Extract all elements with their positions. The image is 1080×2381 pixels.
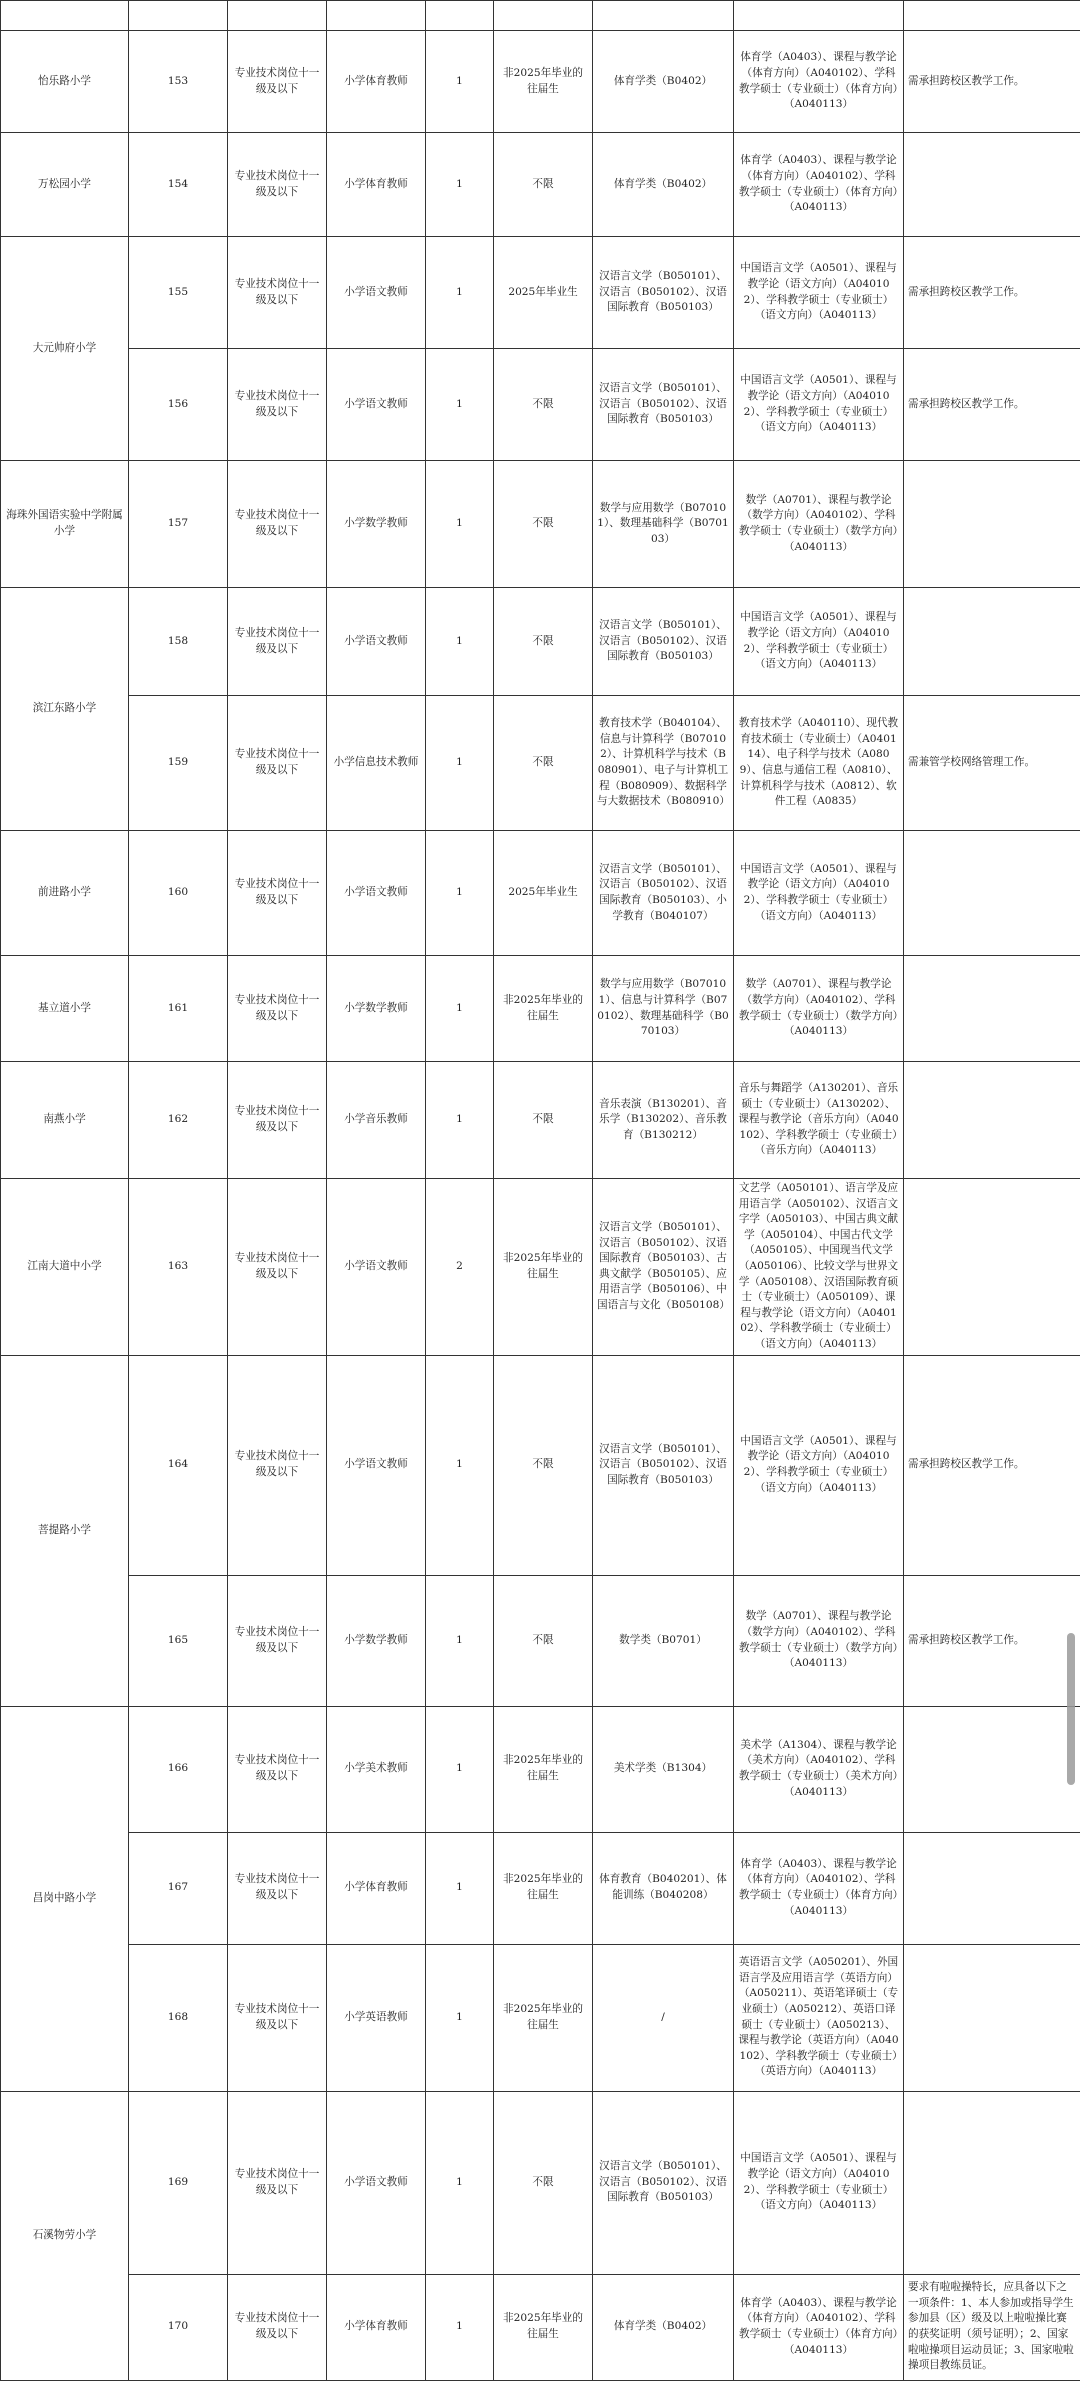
postgrad-cell: 体育学（A0403）、课程与教学论（体育方向）（A040102）、学科教学硕士（专业硕士）（体育方向）（A040113）	[734, 2274, 904, 2380]
post-level-cell: 专业技术岗位十一级及以下	[228, 1179, 327, 1356]
post-no-cell: 161	[129, 956, 228, 1062]
post-level-cell: 专业技术岗位十一级及以下	[228, 1355, 327, 1575]
undergrad-cell: 体育学类（B0402）	[593, 31, 734, 133]
remark-cell	[904, 1832, 1080, 1944]
undergrad-cell: /	[593, 1944, 734, 2091]
post-level-cell: 专业技术岗位十一级及以下	[228, 1575, 327, 1706]
table-row	[1, 1575, 1080, 1706]
post-no-cell: 159	[129, 696, 228, 831]
undergrad-cell: 音乐表演（B130201）、音乐学（B130202）、音乐教育（B130212）	[593, 1062, 734, 1179]
post-no-cell: 164	[129, 1355, 228, 1575]
post-level-cell: 专业技术岗位十一级及以下	[228, 1706, 327, 1832]
count-cell: 1	[426, 31, 494, 133]
count-cell: 1	[426, 1355, 494, 1575]
position-cell: 小学美术教师	[327, 1706, 426, 1832]
school-cell: 基立道小学	[1, 956, 129, 1062]
post-level-cell: 专业技术岗位十一级及以下	[228, 956, 327, 1062]
graduate-cell: 非2025年毕业的往届生	[494, 956, 593, 1062]
graduate-cell: 非2025年毕业的往届生	[494, 1706, 593, 1832]
remark-cell	[904, 461, 1080, 588]
graduate-cell: 不限	[494, 1062, 593, 1179]
position-cell: 小学体育教师	[327, 2274, 426, 2380]
table-row	[1, 2091, 1080, 2274]
post-level-cell: 专业技术岗位十一级及以下	[228, 588, 327, 696]
post-no-cell: 168	[129, 1944, 228, 2091]
postgrad-cell: 数学（A0701）、课程与教学论（数学方向）（A040102）、学科教学硕士（专业硕士）（数学方向）（A040113）	[734, 1575, 904, 1706]
remark-cell: 需承担跨校区教学工作。	[904, 31, 1080, 133]
count-cell: 1	[426, 1706, 494, 1832]
undergrad-cell: 数学类（B0701）	[593, 1575, 734, 1706]
post-no-cell: 170	[129, 2274, 228, 2380]
post-level-cell: 专业技术岗位十一级及以下	[228, 461, 327, 588]
position-cell: 小学体育教师	[327, 31, 426, 133]
table-row	[1, 696, 1080, 831]
graduate-cell: 不限	[494, 588, 593, 696]
count-cell: 2	[426, 1179, 494, 1356]
postgrad-cell: 体育学（A0403）、课程与教学论（体育方向）（A040102）、学科教学硕士（专业硕士）（体育方向）（A040113）	[734, 1832, 904, 1944]
post-no-cell: 155	[129, 237, 228, 349]
count-cell: 1	[426, 237, 494, 349]
undergrad-cell: 汉语言文学（B050101）、汉语言（B050102）、汉语国际教育（B050103）	[593, 2091, 734, 2274]
position-cell: 小学语文教师	[327, 349, 426, 461]
position-cell: 小学体育教师	[327, 133, 426, 237]
undergrad-cell: 数学与应用数学（B070101）、信息与计算科学（B070102）、数理基础科学（B070103）	[593, 956, 734, 1062]
school-cell: 海珠外国语实验中学附属小学	[1, 461, 129, 588]
position-cell: 小学语文教师	[327, 588, 426, 696]
count-cell: 1	[426, 2274, 494, 2380]
remark-cell: 需承担跨校区教学工作。	[904, 1355, 1080, 1575]
table-row	[1, 349, 1080, 461]
graduate-cell: 不限	[494, 2091, 593, 2274]
position-cell: 小学体育教师	[327, 1832, 426, 1944]
remark-cell: 需承担跨校区教学工作。	[904, 349, 1080, 461]
remark-cell	[904, 2091, 1080, 2274]
post-level-cell: 专业技术岗位十一级及以下	[228, 349, 327, 461]
post-level-cell: 专业技术岗位十一级及以下	[228, 1062, 327, 1179]
undergrad-cell: 美术学类（B1304）	[593, 1706, 734, 1832]
remark-cell	[904, 1706, 1080, 1832]
remark-cell	[904, 1944, 1080, 2091]
postgrad-cell: 数学（A0701）、课程与教学论（数学方向）（A040102）、学科教学硕士（专业硕士）（数学方向）（A040113）	[734, 956, 904, 1062]
undergrad-cell: 体育学类（B0402）	[593, 2274, 734, 2380]
count-cell: 1	[426, 1944, 494, 2091]
postgrad-cell: 中国语言文学（A0501）、课程与教学论（语文方向）（A040102）、学科教学硕士（专业硕士）（语文方向）（A040113）	[734, 831, 904, 956]
post-level-cell: 专业技术岗位十一级及以下	[228, 133, 327, 237]
remark-cell	[904, 956, 1080, 1062]
position-cell: 小学语文教师	[327, 831, 426, 956]
table-body	[1, 1, 1080, 2381]
position-cell: 小学数学教师	[327, 956, 426, 1062]
table-row	[1, 461, 1080, 588]
postgrad-cell: 体育学（A0403）、课程与教学论（体育方向）（A040102）、学科教学硕士（专业硕士）（体育方向）（A040113）	[734, 133, 904, 237]
post-no-cell: 156	[129, 349, 228, 461]
school-cell: 昌岗中路小学	[1, 1706, 129, 2091]
undergrad-cell: 汉语言文学（B050101）、汉语言（B050102）、汉语国际教育（B050103）	[593, 237, 734, 349]
count-cell: 1	[426, 133, 494, 237]
post-level-cell: 专业技术岗位十一级及以下	[228, 2274, 327, 2380]
undergrad-cell: 教育技术学（B040104）、信息与计算科学（B070102）、计算机科学与技术（B080901）、电子与计算机工程（B080909）、数据科学与大数据技术（B080910）	[593, 696, 734, 831]
count-cell: 1	[426, 588, 494, 696]
remark-cell	[904, 588, 1080, 696]
count-cell: 1	[426, 696, 494, 831]
school-cell: 江南大道中小学	[1, 1179, 129, 1356]
post-no-cell: 154	[129, 133, 228, 237]
position-cell: 小学信息技术教师	[327, 696, 426, 831]
table-row	[1, 956, 1080, 1062]
post-no-cell: 158	[129, 588, 228, 696]
position-cell: 小学数学教师	[327, 1575, 426, 1706]
graduate-cell: 不限	[494, 1575, 593, 1706]
school-cell: 大元帅府小学	[1, 237, 129, 461]
post-no-cell: 160	[129, 831, 228, 956]
undergrad-cell: 体育教育（B040201）、体能训练（B040208）	[593, 1832, 734, 1944]
school-cell: 怡乐路小学	[1, 31, 129, 133]
table-row	[1, 31, 1080, 133]
graduate-cell: 不限	[494, 133, 593, 237]
graduate-cell: 非2025年毕业的往届生	[494, 1832, 593, 1944]
school-cell: 前进路小学	[1, 831, 129, 956]
count-cell: 1	[426, 956, 494, 1062]
post-no-cell: 165	[129, 1575, 228, 1706]
graduate-cell: 2025年毕业生	[494, 237, 593, 349]
post-level-cell: 专业技术岗位十一级及以下	[228, 1944, 327, 2091]
top-partial-row	[1, 1, 1080, 31]
postgrad-cell: 中国语言文学（A0501）、课程与教学论（语文方向）（A040102）、学科教学硕士（专业硕士）（语文方向）（A040113）	[734, 2091, 904, 2274]
graduate-cell: 不限	[494, 1355, 593, 1575]
remark-cell: 需承担跨校区教学工作。	[904, 1575, 1080, 1706]
remark-cell	[904, 831, 1080, 956]
undergrad-cell: 汉语言文学（B050101）、汉语言（B050102）、汉语国际教育（B050103）、小学教育（B040107）	[593, 831, 734, 956]
postgrad-cell: 英语语言文学（A050201）、外国语言学及应用语言学（英语方向）（A050211）、英语笔译硕士（专业硕士）（A050212）、英语口译硕士（专业硕士）（A050213）、课程与教学论（英语方向）（A040102）、学科教学硕士（专业硕士）（英语方向）（A040113）	[734, 1944, 904, 2091]
table-row	[1, 1062, 1080, 1179]
remark-cell: 要求有啦啦操特长，应具备以下之一项条件：1、本人参加或指导学生参加县（区）级及以上啦啦操比赛的获奖证明（须号证明）；2、国家啦啦操项目运动员证；3、国家啦啦操项目教练员证。	[904, 2274, 1080, 2380]
graduate-cell: 非2025年毕业的往届生	[494, 31, 593, 133]
position-cell: 小学语文教师	[327, 1179, 426, 1356]
school-cell: 南燕小学	[1, 1062, 129, 1179]
count-cell: 1	[426, 1832, 494, 1944]
postgrad-cell: 中国语言文学（A0501）、课程与教学论（语文方向）（A040102）、学科教学硕士（专业硕士）（语文方向）（A040113）	[734, 1355, 904, 1575]
postgrad-cell: 中国语言文学（A0501）、课程与教学论（语文方向）（A040102）、学科教学硕士（专业硕士）（语文方向）（A040113）	[734, 237, 904, 349]
table-row	[1, 588, 1080, 696]
school-cell: 菩提路小学	[1, 1355, 129, 1706]
post-level-cell: 专业技术岗位十一级及以下	[228, 2091, 327, 2274]
undergrad-cell: 体育学类（B0402）	[593, 133, 734, 237]
post-no-cell: 153	[129, 31, 228, 133]
position-cell: 小学音乐教师	[327, 1062, 426, 1179]
remark-cell	[904, 1179, 1080, 1356]
table-row	[1, 2274, 1080, 2380]
vertical-scrollbar[interactable]	[1067, 1633, 1075, 1785]
table-row	[1, 1179, 1080, 1356]
school-cell: 万松园小学	[1, 133, 129, 237]
graduate-cell: 不限	[494, 349, 593, 461]
postgrad-cell: 中国语言文学（A0501）、课程与教学论（语文方向）（A040102）、学科教学硕士（专业硕士）（语文方向）（A040113）	[734, 349, 904, 461]
table-row	[1, 1355, 1080, 1575]
position-cell: 小学语文教师	[327, 2091, 426, 2274]
postgrad-cell: 中国语言文学（A0501）、课程与教学论（语文方向）（A040102）、学科教学硕士（专业硕士）（语文方向）（A040113）	[734, 588, 904, 696]
position-cell: 小学语文教师	[327, 237, 426, 349]
remark-cell: 需兼管学校网络管理工作。	[904, 696, 1080, 831]
undergrad-cell: 汉语言文学（B050101）、汉语言（B050102）、汉语国际教育（B050103）	[593, 1355, 734, 1575]
remark-cell	[904, 1062, 1080, 1179]
post-no-cell: 167	[129, 1832, 228, 1944]
postgrad-cell: 音乐与舞蹈学（A130201）、音乐硕士（专业硕士）（A130202）、课程与教学论（音乐方向）（A040102）、学科教学硕士（专业硕士）（音乐方向）（A040113）	[734, 1062, 904, 1179]
table-row	[1, 133, 1080, 237]
table-row	[1, 831, 1080, 956]
count-cell: 1	[426, 1575, 494, 1706]
count-cell: 1	[426, 461, 494, 588]
graduate-cell: 不限	[494, 461, 593, 588]
table-row	[1, 237, 1080, 349]
graduate-cell: 不限	[494, 696, 593, 831]
post-level-cell: 专业技术岗位十一级及以下	[228, 237, 327, 349]
position-cell: 小学语文教师	[327, 1355, 426, 1575]
position-cell: 小学数学教师	[327, 461, 426, 588]
post-no-cell: 169	[129, 2091, 228, 2274]
remark-cell	[904, 133, 1080, 237]
undergrad-cell: 汉语言文学（B050101）、汉语言（B050102）、汉语国际教育（B050103）	[593, 588, 734, 696]
graduate-cell: 非2025年毕业的往届生	[494, 1944, 593, 2091]
post-no-cell: 162	[129, 1062, 228, 1179]
school-cell: 石溪物劳小学	[1, 2091, 129, 2380]
count-cell: 1	[426, 831, 494, 956]
postgrad-cell: 美术学（A1304）、课程与教学论（美术方向）（A040102）、学科教学硕士（专业硕士）（美术方向）（A040113）	[734, 1706, 904, 1832]
post-level-cell: 专业技术岗位十一级及以下	[228, 696, 327, 831]
count-cell: 1	[426, 2091, 494, 2274]
post-no-cell: 163	[129, 1179, 228, 1356]
postgrad-cell: 体育学（A0403）、课程与教学论（体育方向）（A040102）、学科教学硕士（专业硕士）（体育方向）（A040113）	[734, 31, 904, 133]
post-no-cell: 166	[129, 1706, 228, 1832]
post-level-cell: 专业技术岗位十一级及以下	[228, 31, 327, 133]
table-row	[1, 1832, 1080, 1944]
position-cell: 小学英语教师	[327, 1944, 426, 2091]
postgrad-cell: 数学（A0701）、课程与教学论（数学方向）（A040102）、学科教学硕士（专业硕士）（数学方向）（A040113）	[734, 461, 904, 588]
undergrad-cell: 数学与应用数学（B070101）、数理基础科学（B070103）	[593, 461, 734, 588]
undergrad-cell: 汉语言文学（B050101）、汉语言（B050102）、汉语国际教育（B050103）	[593, 349, 734, 461]
graduate-cell: 2025年毕业生	[494, 831, 593, 956]
graduate-cell: 非2025年毕业的往届生	[494, 1179, 593, 1356]
post-level-cell: 专业技术岗位十一级及以下	[228, 831, 327, 956]
remark-cell: 需承担跨校区教学工作。	[904, 237, 1080, 349]
postgrad-cell: 文艺学（A050101）、语言学及应用语言学（A050102）、汉语言文字学（A050103）、中国古典文献学（A050104）、中国古代文学（A050105）、中国现当代文学（A050106）、比较文学与世界文学（A050108）、汉语国际教育硕士（专业硕士）（A050109）、课程与教学论（语文方向）（A040102）、学科教学硕士（专业硕士）（语文方向）（A040113）	[734, 1179, 904, 1356]
post-no-cell: 157	[129, 461, 228, 588]
undergrad-cell: 汉语言文学（B050101）、汉语言（B050102）、汉语国际教育（B050103）、古典文献学（B050105）、应用语言学（B050106）、中国语言与文化（B050108）	[593, 1179, 734, 1356]
postgrad-cell: 教育技术学（A040110）、现代教育技术硕士（专业硕士）（A040114）、电子科学与技术（A0809）、信息与通信工程（A0810）、计算机科学与技术（A0812）、软件工程（A0835）	[734, 696, 904, 831]
count-cell: 1	[426, 1062, 494, 1179]
school-cell: 滨江东路小学	[1, 588, 129, 831]
count-cell: 1	[426, 349, 494, 461]
post-level-cell: 专业技术岗位十一级及以下	[228, 1832, 327, 1944]
table-row	[1, 1706, 1080, 1832]
table-row	[1, 1944, 1080, 2091]
graduate-cell: 非2025年毕业的往届生	[494, 2274, 593, 2380]
